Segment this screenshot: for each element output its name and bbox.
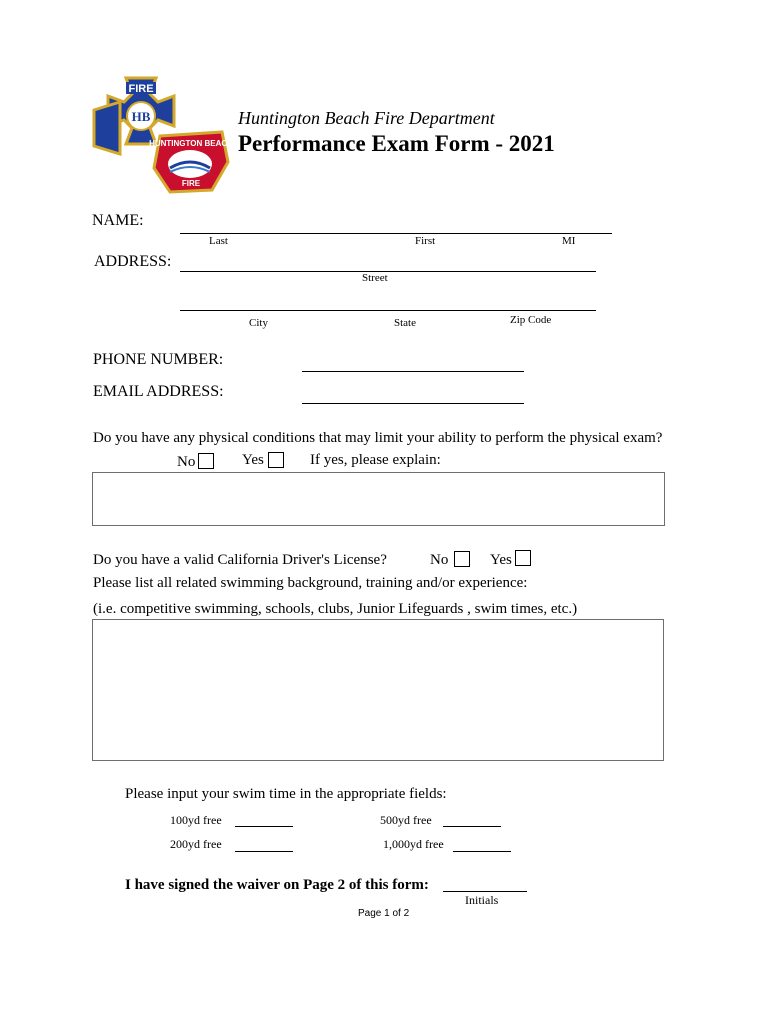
waiver-statement: I have signed the waiver on Page 2 of this form: <box>125 877 429 893</box>
swimming-hint: (i.e. competitive swimming, schools, clubs, Junior Lifeguards , swim times, etc.) <box>93 601 578 617</box>
department-name: Huntington Beach Fire Department <box>238 108 495 128</box>
address-street-caption: Street <box>362 272 388 284</box>
license-question: Do you have a valid California Driver's License? <box>93 552 387 568</box>
physical-yes-label: Yes <box>242 452 264 468</box>
name-field[interactable] <box>180 233 612 234</box>
logo-hb-text: HB <box>131 109 151 124</box>
name-label: NAME: <box>92 212 144 229</box>
swim-500-label: 500yd free <box>380 813 432 827</box>
maltese-cross-icon <box>90 72 236 196</box>
logo-seal-arc-text: HUNTINGTON BEACH <box>149 139 233 148</box>
name-first-caption: First <box>415 235 436 247</box>
waiver-initials-field[interactable] <box>443 891 527 892</box>
department-logo <box>90 72 236 196</box>
license-no-label: No <box>430 552 449 568</box>
email-label: EMAIL ADDRESS: <box>93 383 224 400</box>
swim-times-prompt: Please input your swim time in the appropriate fields: <box>125 786 447 802</box>
name-last-caption: Last <box>209 235 228 247</box>
swimming-experience-textarea[interactable] <box>92 619 664 761</box>
swim-200-label: 200yd free <box>170 837 222 851</box>
page-number: Page 1 of 2 <box>358 908 410 919</box>
address-city-caption: City <box>249 317 268 329</box>
address-label: ADDRESS: <box>94 253 172 270</box>
address-state-caption: State <box>394 317 416 329</box>
phone-field[interactable] <box>302 371 524 372</box>
address-city-state-zip-field[interactable] <box>180 310 596 311</box>
swim-1000-label: 1,000yd free <box>383 837 444 851</box>
license-no-checkbox[interactable] <box>454 551 470 567</box>
email-field[interactable] <box>302 403 524 404</box>
physical-explain-label: If yes, please explain: <box>310 452 441 468</box>
physical-question: Do you have any physical conditions that may limit your ability to perform the physical exam? <box>93 430 663 446</box>
logo-fire-text: FIRE <box>128 83 154 95</box>
physical-no-checkbox[interactable] <box>198 453 214 469</box>
swim-500-field[interactable] <box>443 826 501 827</box>
license-yes-label: Yes <box>490 552 512 568</box>
page-title: Performance Exam Form - 2021 <box>238 131 555 156</box>
swimming-prompt: Please list all related swimming background, training and/or experience: <box>93 575 528 591</box>
physical-yes-checkbox[interactable] <box>268 452 284 468</box>
logo-seal-fire-text: FIRE <box>181 179 201 188</box>
address-zip-caption: Zip Code <box>510 314 552 326</box>
swim-200-field[interactable] <box>235 851 293 852</box>
physical-explain-textarea[interactable] <box>92 472 665 526</box>
swim-100-field[interactable] <box>235 826 293 827</box>
license-yes-checkbox[interactable] <box>515 550 531 566</box>
swim-1000-field[interactable] <box>453 851 511 852</box>
name-mi-caption: MI <box>562 235 576 247</box>
address-street-field[interactable] <box>180 271 596 272</box>
waiver-initials-caption: Initials <box>465 893 499 907</box>
physical-no-label: No <box>177 454 196 470</box>
swim-100-label: 100yd free <box>170 813 222 827</box>
phone-label: PHONE NUMBER: <box>93 351 224 368</box>
